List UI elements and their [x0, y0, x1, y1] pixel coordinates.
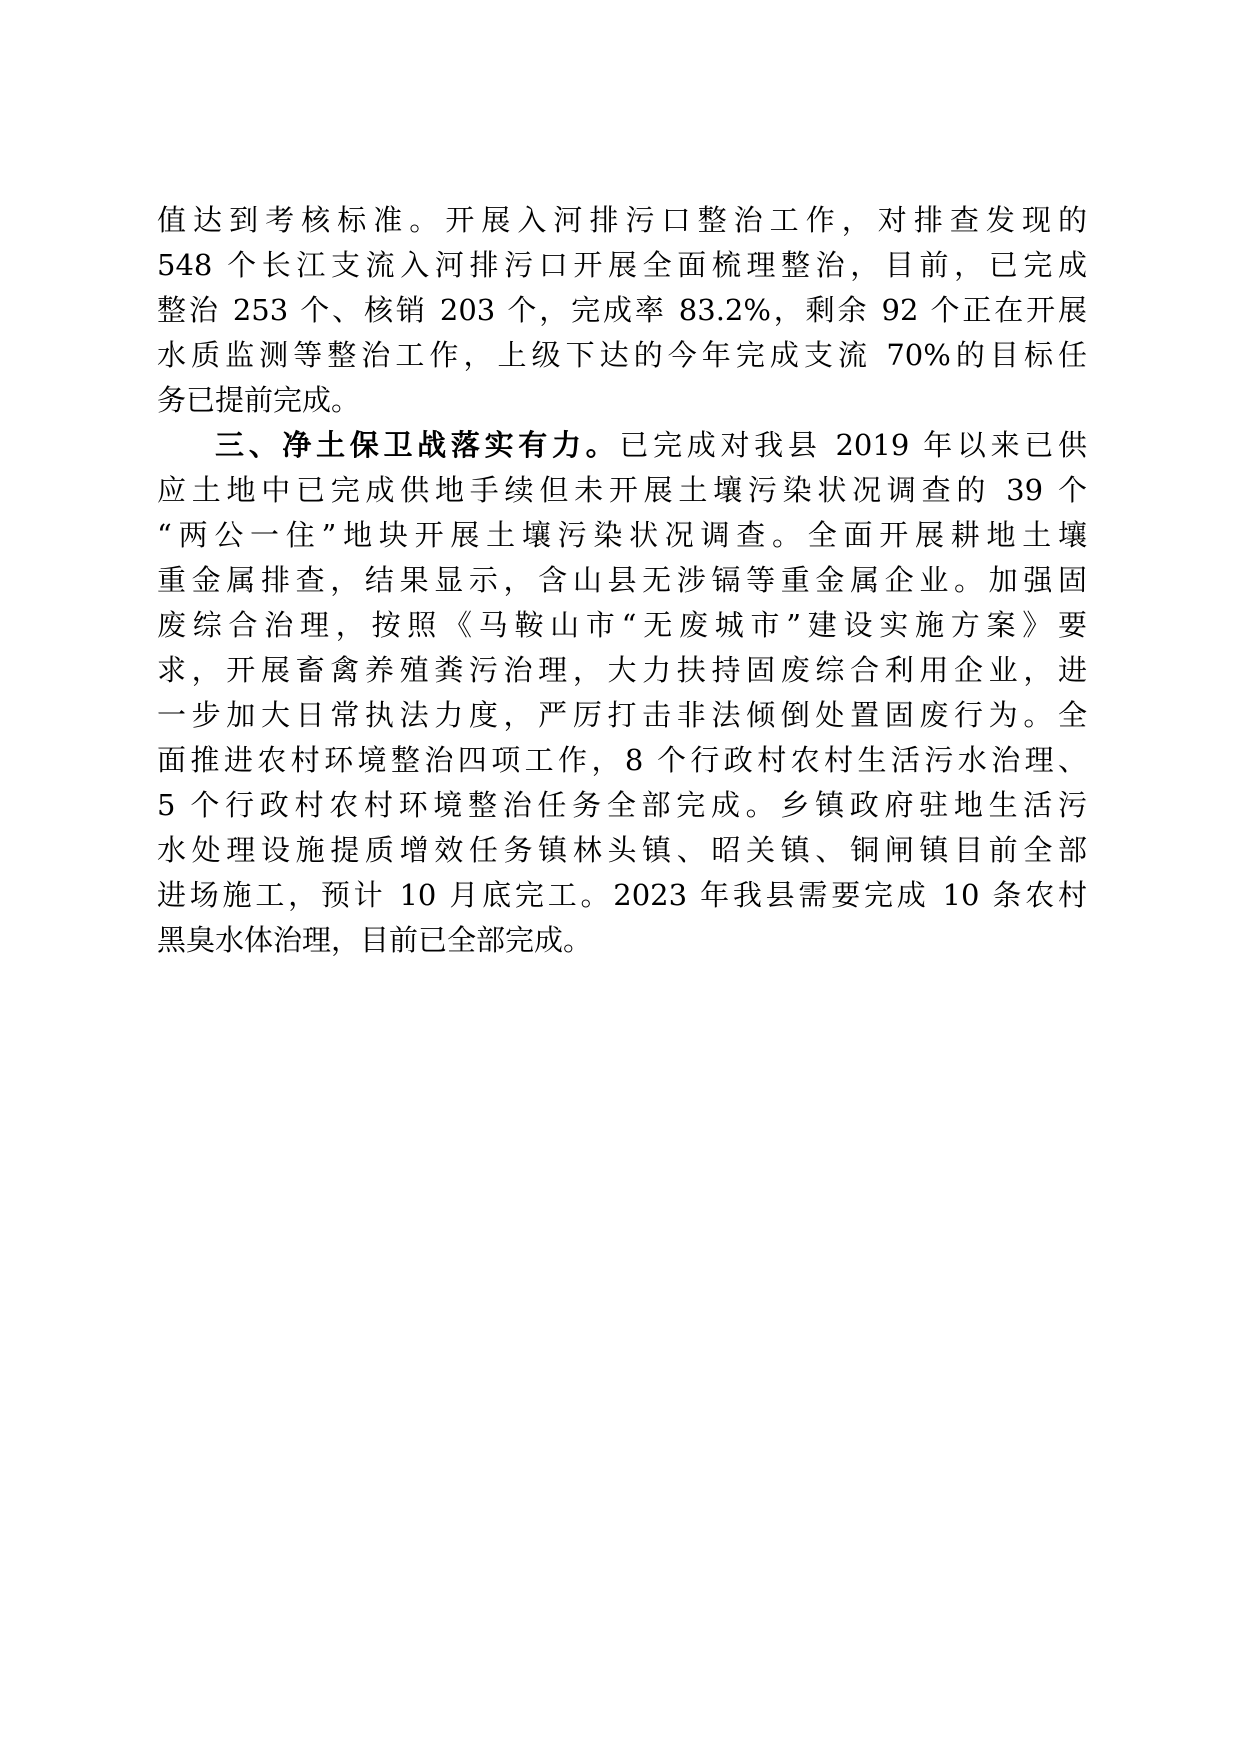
paragraph-soil-protection: [157, 423, 1087, 963]
paragraph-water-treatment: [157, 198, 1087, 423]
text-line-first: [157, 423, 1087, 468]
document-body: [157, 198, 1087, 963]
text-line: 进场施工，预计 10 月底完工。2023 年我县需要完成 10 条农村: [157, 878, 1087, 912]
text-line: 一步加大日常执法力度，严厉打击非法倾倒处置固废行为。全: [157, 698, 1087, 732]
text-line: 黑臭水体治理，目前已全部完成。: [157, 923, 593, 957]
text-line: 值达到考核标准。开展入河排污口整治工作，对排查发现的: [157, 203, 1087, 237]
text-line: “两公一住”地块开展土壤污染状况调查。全面开展耕地土壤: [157, 518, 1087, 552]
text-line: 水处理设施提质增效任务镇林头镇、昭关镇、铜闸镇目前全部: [157, 833, 1087, 867]
text-line: 5 个行政村农村环境整治任务全部完成。乡镇政府驻地生活污: [157, 788, 1087, 822]
section-heading: 三、净土保卫战落实有力。: [215, 428, 620, 462]
heading-continuation: 已完成对我县 2019 年以来已供: [619, 428, 1087, 462]
text-line: 废综合治理，按照《马鞍山市“无废城市”建设实施方案》要: [157, 608, 1087, 642]
text-line: 水质监测等整治工作，上级下达的今年完成支流 70%的目标任: [157, 338, 1087, 372]
text-line: 548 个长江支流入河排污口开展全面梳理整治，目前，已完成: [157, 248, 1087, 282]
text-line: 务已提前完成。: [157, 383, 361, 417]
text-line: 重金属排查，结果显示，含山县无涉镉等重金属企业。加强固: [157, 563, 1087, 597]
text-line: 应土地中已完成供地手续但未开展土壤污染状况调查的 39 个: [157, 473, 1087, 507]
text-line: 求，开展畜禽养殖粪污治理，大力扶持固废综合利用企业，进: [157, 653, 1087, 687]
text-line: 面推进农村环境整治四项工作，8 个行政村农村生活污水治理、: [157, 743, 1087, 777]
text-line: 整治 253 个、核销 203 个，完成率 83.2%，剩余 92 个正在开展: [157, 293, 1087, 327]
